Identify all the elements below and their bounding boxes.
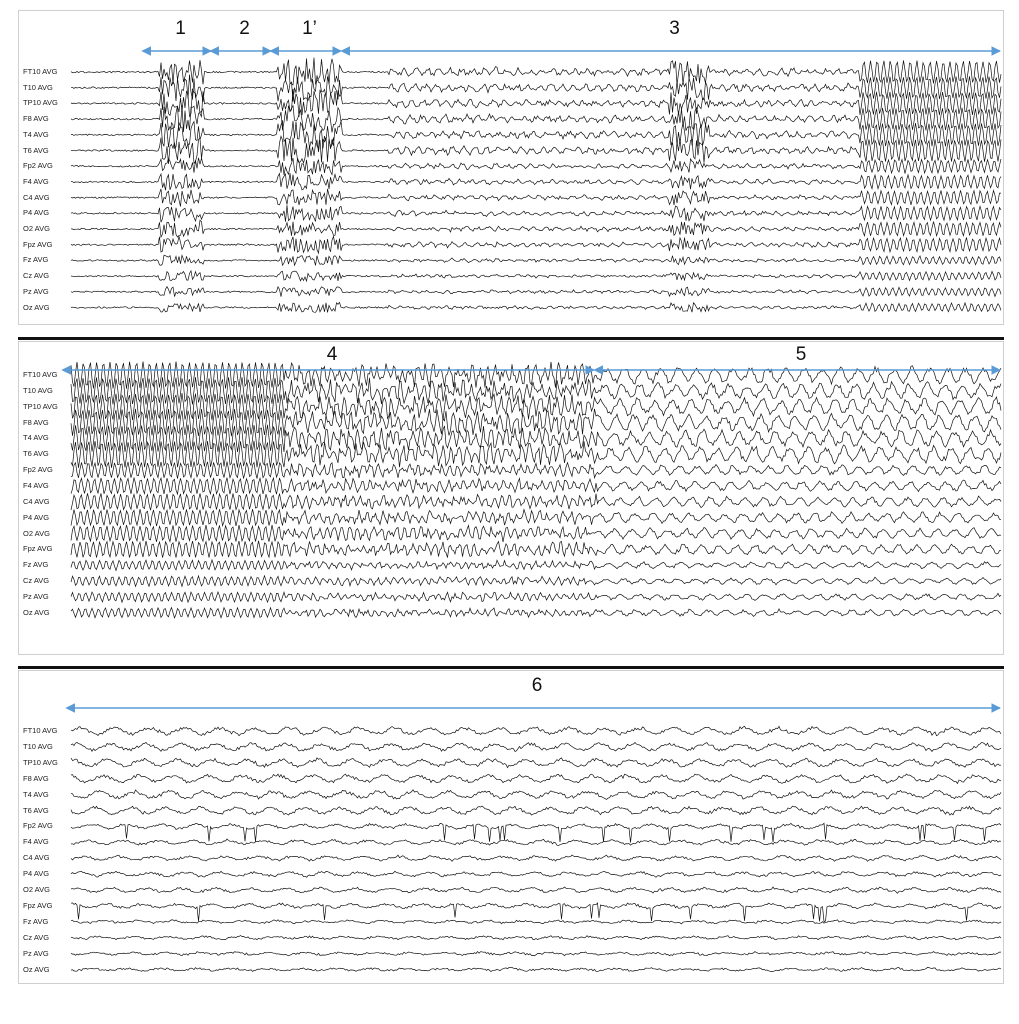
panel-divider-1 [18,337,1004,340]
eeg-trace [71,608,1001,618]
eeg-trace [71,255,1001,265]
eeg-trace [71,58,1001,85]
eeg-trace [71,920,1001,924]
segment-label: 4 [326,344,338,365]
channel-label: Fpz AVG [23,239,53,249]
channel-label: T4 AVG [23,129,49,139]
channel-label: C4 AVG [23,496,50,506]
channel-label: Pz AVG [23,286,49,296]
eeg-trace [71,377,1001,404]
eeg-trace [71,173,1001,190]
eeg-trace [71,525,1001,542]
channel-label: P4 AVG [23,208,50,218]
panel-divider-2 [18,666,1004,669]
channel-label: Fpz AVG [23,544,53,554]
channel-label: FT10 AVG [23,726,58,735]
eeg-trace-canvas [19,671,1003,983]
eeg-trace [71,839,1001,846]
channel-label: Fpz AVG [23,900,53,910]
channel-label: F4 AVG [23,480,49,490]
channel-label: TP10 AVG [23,401,58,411]
eeg-trace-canvas [19,342,1003,654]
channel-label: F8 AVG [23,773,49,783]
channel-label: F4 AVG [23,837,49,847]
eeg-trace [71,967,1001,971]
eeg-panel-1 [18,10,1004,325]
channel-label: T10 AVG [23,385,53,395]
eeg-trace [71,158,1001,175]
channel-label: T10 AVG [23,741,53,751]
segment-label: 6 [531,675,543,696]
channel-label: Fp2 AVG [23,465,53,475]
channel-label: Oz AVG [23,964,50,974]
channel-label: Pz AVG [23,948,49,958]
eeg-trace [71,560,1001,571]
eeg-trace [71,742,1001,751]
channel-label: Fz AVG [23,560,49,570]
segment-label: 2 [239,18,250,39]
channel-label: F4 AVG [23,176,49,186]
channel-label: TP10 AVG [23,757,58,767]
channel-label: O2 AVG [23,224,50,233]
eeg-trace-canvas [19,11,1003,324]
channel-label: T6 AVG [23,145,49,155]
segment-label: 5 [795,344,807,365]
channel-label: FT10 AVG [23,370,58,379]
eeg-trace [71,541,1001,558]
channel-label: Oz AVG [23,302,50,312]
eeg-trace [71,220,1001,237]
eeg-trace [71,758,1001,768]
eeg-trace [71,205,1001,222]
eeg-trace [71,302,1001,312]
eeg-trace [71,871,1001,877]
channel-label: Fp2 AVG [23,821,53,831]
channel-label: T4 AVG [23,433,49,443]
channel-label: C4 AVG [23,853,50,863]
segment-label: 1’ [302,18,317,39]
segment-label: 1 [175,18,186,39]
channel-label: F8 AVG [23,417,49,427]
channel-label: Pz AVG [23,591,49,601]
eeg-trace [71,774,1001,784]
channel-label: O2 AVG [23,528,50,538]
eeg-trace [71,592,1001,602]
eeg-trace [71,189,1001,207]
channel-label: T4 AVG [23,789,49,799]
eeg-trace [71,726,1001,736]
eeg-trace [71,823,1001,842]
eeg-trace [71,236,1001,253]
channel-label: F8 AVG [23,114,49,124]
channel-label: Oz AVG [23,607,50,617]
eeg-panel-2 [18,341,1004,655]
segment-label: 3 [669,18,680,39]
eeg-trace [71,576,1001,587]
eeg-trace [71,952,1001,956]
eeg-trace [71,105,1001,132]
channel-label: T10 AVG [23,82,53,92]
eeg-trace [71,136,1001,164]
channel-label: T6 AVG [23,805,49,815]
eeg-trace [71,790,1001,800]
channel-label: Fz AVG [23,916,49,926]
channel-label: FT10 AVG [23,67,58,76]
channel-label: Cz AVG [23,932,50,942]
eeg-trace [71,509,1001,526]
eeg-trace [71,362,1001,389]
channel-label: P4 AVG [23,512,50,522]
channel-label: Fp2 AVG [23,161,53,171]
channel-label: C4 AVG [23,192,50,202]
eeg-trace [71,271,1001,281]
eeg-trace [71,887,1001,893]
eeg-trace [71,855,1001,861]
eeg-trace [71,287,1001,297]
channel-label: Cz AVG [23,576,50,586]
eeg-trace [71,493,1001,510]
channel-label: Fz AVG [23,255,49,265]
channel-label: P4 AVG [23,869,50,879]
channel-label: O2 AVG [23,885,50,894]
eeg-panel-3 [18,670,1004,984]
eeg-trace [71,806,1001,815]
channel-label: TP10 AVG [23,98,58,108]
eeg-trace [71,478,1001,495]
channel-label: T6 AVG [23,449,49,459]
eeg-trace [71,936,1001,940]
channel-label: Cz AVG [23,271,50,281]
eeg-trace [71,903,1001,922]
